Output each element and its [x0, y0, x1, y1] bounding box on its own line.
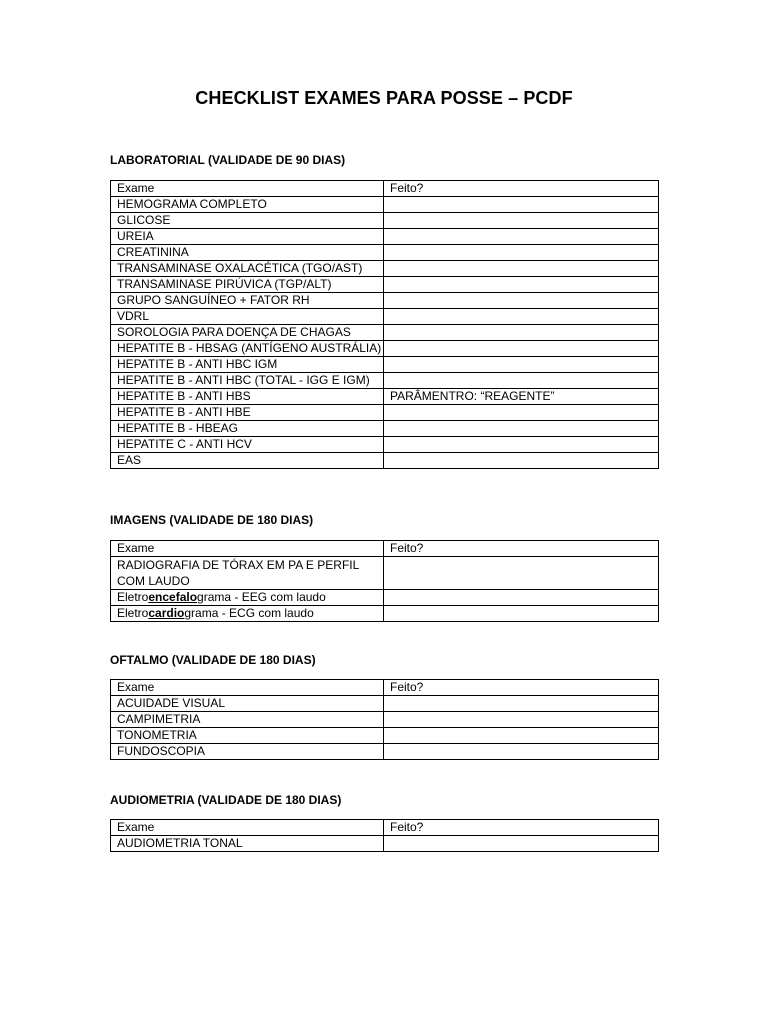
exam-name: AUDIOMETRIA TONAL [111, 836, 384, 852]
exam-name: UREIA [111, 229, 384, 245]
section-heading-oftalmo: OFTALMO (VALIDADE DE 180 DIAS) [110, 653, 316, 667]
exam-name: HEMOGRAMA COMPLETO [111, 197, 384, 213]
table-row [111, 696, 659, 712]
oftalmo-table [110, 679, 659, 760]
table-row [111, 261, 659, 277]
header-feito: Feito? [384, 820, 659, 836]
exam-name [111, 606, 384, 622]
exam-name-prefix: Eletro [117, 590, 149, 604]
table-row [111, 836, 659, 852]
header-exame: Exame [111, 541, 384, 557]
exam-status [384, 261, 659, 277]
exam-status [384, 453, 659, 469]
exam-status [384, 245, 659, 261]
header-exame: Exame [111, 680, 384, 696]
exam-status: PARÂMENTRO: “REAGENTE” [384, 389, 659, 405]
laboratorial-table [110, 180, 659, 469]
page-title: CHECKLIST EXAMES PARA POSSE – PCDF [195, 88, 573, 108]
exam-name: GRUPO SANGUÍNEO + FATOR RH [111, 293, 384, 309]
exam-name: CREATININA [111, 245, 384, 261]
header-feito: Feito? [384, 541, 659, 557]
exam-status [384, 728, 659, 744]
table-header-row [111, 680, 659, 696]
table-row [111, 293, 659, 309]
section-heading-audiometria: AUDIOMETRIA (VALIDADE DE 180 DIAS) [110, 793, 342, 807]
exam-name: TRANSAMINASE OXALACÉTICA (TGO/AST) [111, 261, 384, 277]
exam-name: HEPATITE B - ANTI HBC IGM [111, 357, 384, 373]
exam-name: EAS [111, 453, 384, 469]
table-row [111, 325, 659, 341]
exam-status [384, 696, 659, 712]
exam-name: TONOMETRIA [111, 728, 384, 744]
exam-name: VDRL [111, 309, 384, 325]
exam-name: HEPATITE B - HBEAG [111, 421, 384, 437]
exam-name: HEPATITE C - ANTI HCV [111, 437, 384, 453]
exam-status [384, 405, 659, 421]
table-row [111, 197, 659, 213]
table-row [111, 389, 659, 405]
exam-name: FUNDOSCOPIA [111, 744, 384, 760]
exam-status [384, 373, 659, 389]
table-row [111, 557, 659, 590]
exam-status [384, 836, 659, 852]
header-feito: Feito? [384, 181, 659, 197]
exam-name: TRANSAMINASE PIRÚVICA (TGP/ALT) [111, 277, 384, 293]
exam-name: HEPATITE B - ANTI HBS [111, 389, 384, 405]
exam-status [384, 421, 659, 437]
exam-name [111, 590, 384, 606]
table-row [111, 405, 659, 421]
exam-status [384, 712, 659, 728]
table-header-row [111, 181, 659, 197]
exam-status [384, 744, 659, 760]
imagens-table [110, 540, 659, 622]
exam-name-prefix: Eletro [117, 606, 149, 620]
exam-name: SOROLOGIA PARA DOENÇA DE CHAGAS [111, 325, 384, 341]
exam-name: ACUIDADE VISUAL [111, 696, 384, 712]
header-exame: Exame [111, 181, 384, 197]
exam-name-suffix: grama - EEG com laudo [197, 590, 326, 604]
table-row [111, 213, 659, 229]
table-header-row [111, 820, 659, 836]
exam-status [384, 277, 659, 293]
exam-status [384, 606, 659, 622]
header-exame: Exame [111, 820, 384, 836]
table-row [111, 421, 659, 437]
table-row [111, 309, 659, 325]
table-row [111, 606, 659, 622]
exam-name: CAMPIMETRIA [111, 712, 384, 728]
exam-status [384, 590, 659, 606]
table-row [111, 453, 659, 469]
table-row [111, 744, 659, 760]
section-heading-laboratorial: LABORATORIAL (VALIDADE DE 90 DIAS) [110, 153, 346, 167]
exam-status [384, 309, 659, 325]
exam-status [384, 357, 659, 373]
exam-name: GLICOSE [111, 213, 384, 229]
table-row [111, 712, 659, 728]
table-row [111, 590, 659, 606]
table-row [111, 373, 659, 389]
exam-name: RADIOGRAFIA DE TÓRAX EM PA E PERFIL COM LAUDO [111, 557, 384, 590]
table-row [111, 437, 659, 453]
exam-status [384, 557, 659, 590]
table-row [111, 277, 659, 293]
exam-status [384, 341, 659, 357]
table-header-row [111, 541, 659, 557]
header-feito: Feito? [384, 680, 659, 696]
exam-name-emphasis: cardio [148, 606, 185, 620]
section-heading-imagens: IMAGENS (VALIDADE DE 180 DIAS) [110, 513, 314, 527]
exam-status [384, 293, 659, 309]
exam-status [384, 197, 659, 213]
table-row [111, 728, 659, 744]
exam-status [384, 437, 659, 453]
table-row [111, 229, 659, 245]
exam-name-suffix: grama - ECG com laudo [184, 606, 314, 620]
exam-name: HEPATITE B - ANTI HBE [111, 405, 384, 421]
exam-status [384, 325, 659, 341]
exam-status [384, 229, 659, 245]
exam-status [384, 213, 659, 229]
table-row [111, 357, 659, 373]
exam-name-emphasis: encefalo [148, 590, 198, 604]
exam-name: HEPATITE B - ANTI HBC (TOTAL - IGG E IGM) [111, 373, 384, 389]
table-row [111, 341, 659, 357]
audiometria-table [110, 819, 659, 852]
table-row [111, 245, 659, 261]
exam-name: HEPATITE B - HBSAG (ANTÍGENO AUSTRÁLIA) [111, 341, 384, 357]
